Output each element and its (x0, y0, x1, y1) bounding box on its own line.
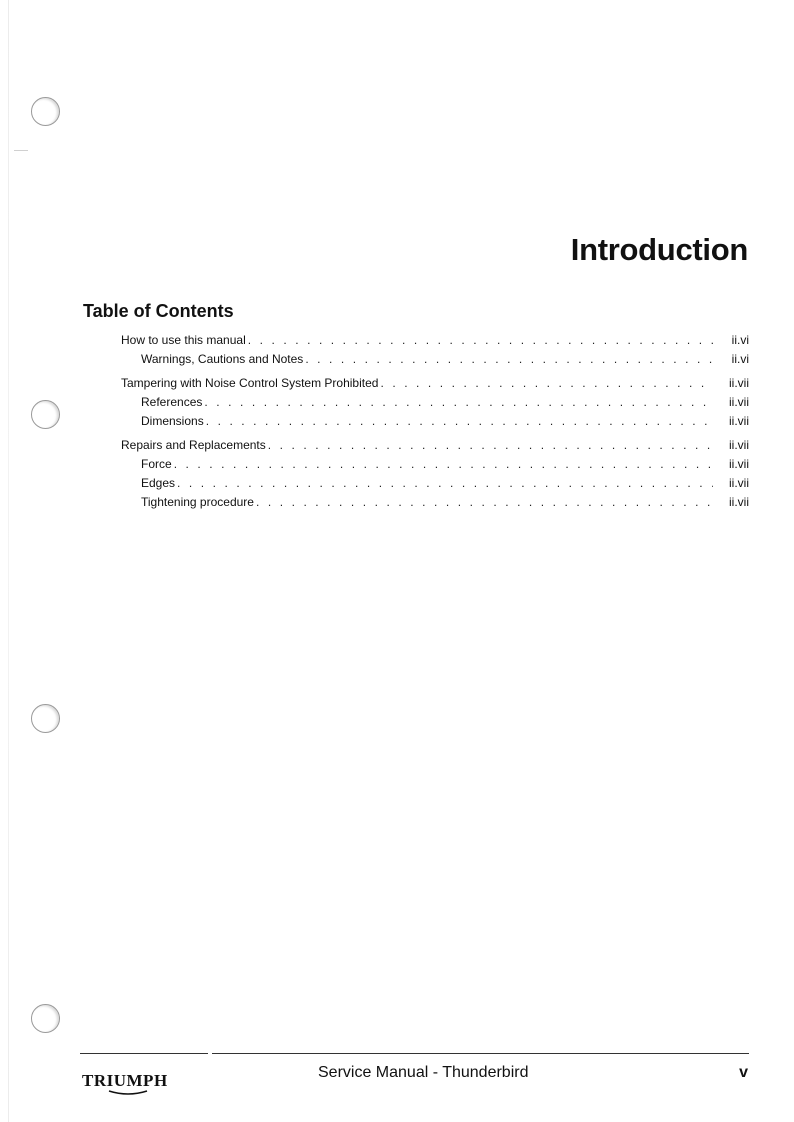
toc-heading: Table of Contents (83, 301, 234, 321)
page-title: Introduction (570, 232, 748, 267)
toc-entry-label: Repairs and Replacements (121, 438, 266, 452)
footer-rule (212, 1053, 749, 1054)
toc-entry-page: ii.vii (729, 376, 749, 390)
toc-subentry-page: ii.vii (729, 414, 749, 428)
footer-rule (80, 1053, 208, 1054)
toc-entry-label: How to use this manual (121, 333, 246, 347)
dot-leader (380, 376, 713, 390)
dot-leader (248, 333, 713, 347)
toc-entry[interactable] (121, 333, 749, 352)
dot-leader (256, 495, 713, 509)
toc-subentry-label: References (141, 395, 203, 409)
toc-group (121, 333, 749, 371)
toc-entry[interactable] (121, 438, 749, 457)
toc-subentry[interactable] (121, 352, 749, 371)
dot-leader (206, 414, 713, 428)
toc-group (121, 376, 749, 433)
punch-hole (31, 1004, 60, 1033)
toc-subentry-page: ii.vi (731, 352, 749, 366)
toc-subentry[interactable] (121, 476, 749, 495)
toc-entry-label: Tampering with Noise Control System Prohibited (121, 376, 379, 390)
punch-hole (31, 97, 60, 126)
toc-subentry[interactable] (121, 414, 749, 433)
toc-subentry-label: Dimensions (141, 414, 204, 428)
logo-swoosh-icon (108, 1090, 148, 1096)
page-edge (8, 0, 9, 1122)
toc-entry-page: ii.vi (731, 333, 749, 347)
toc-subentry-label: Tightening procedure (141, 495, 254, 509)
toc-subentry-page: ii.vii (729, 495, 749, 509)
dot-leader (268, 438, 713, 452)
triumph-logo: TRIUMPH (82, 1071, 168, 1090)
edge-mark (14, 150, 28, 151)
toc-subentry-label: Edges (141, 476, 176, 490)
punch-hole (31, 704, 60, 733)
toc-group (121, 438, 749, 514)
toc-subentry-page: ii.vii (729, 457, 749, 471)
punch-hole (31, 400, 60, 429)
table-of-contents (121, 333, 749, 519)
footer-manual-title: Service Manual - Thunderbird (318, 1064, 529, 1081)
toc-subentry-label: Warnings, Cautions and Notes (141, 352, 304, 366)
dot-leader (177, 476, 713, 490)
toc-subentry[interactable] (121, 395, 749, 414)
toc-subentry[interactable] (121, 495, 749, 514)
toc-subentry-label: Force (141, 457, 172, 471)
toc-entry-page: ii.vii (729, 438, 749, 452)
dot-leader (305, 352, 713, 366)
toc-entry[interactable] (121, 376, 749, 395)
toc-subentry-page: ii.vii (729, 395, 749, 409)
dot-leader (174, 457, 713, 471)
toc-subentry-page: ii.vii (729, 476, 749, 490)
toc-subentry[interactable] (121, 457, 749, 476)
dot-leader (204, 395, 713, 409)
page-number: v (739, 1064, 748, 1081)
